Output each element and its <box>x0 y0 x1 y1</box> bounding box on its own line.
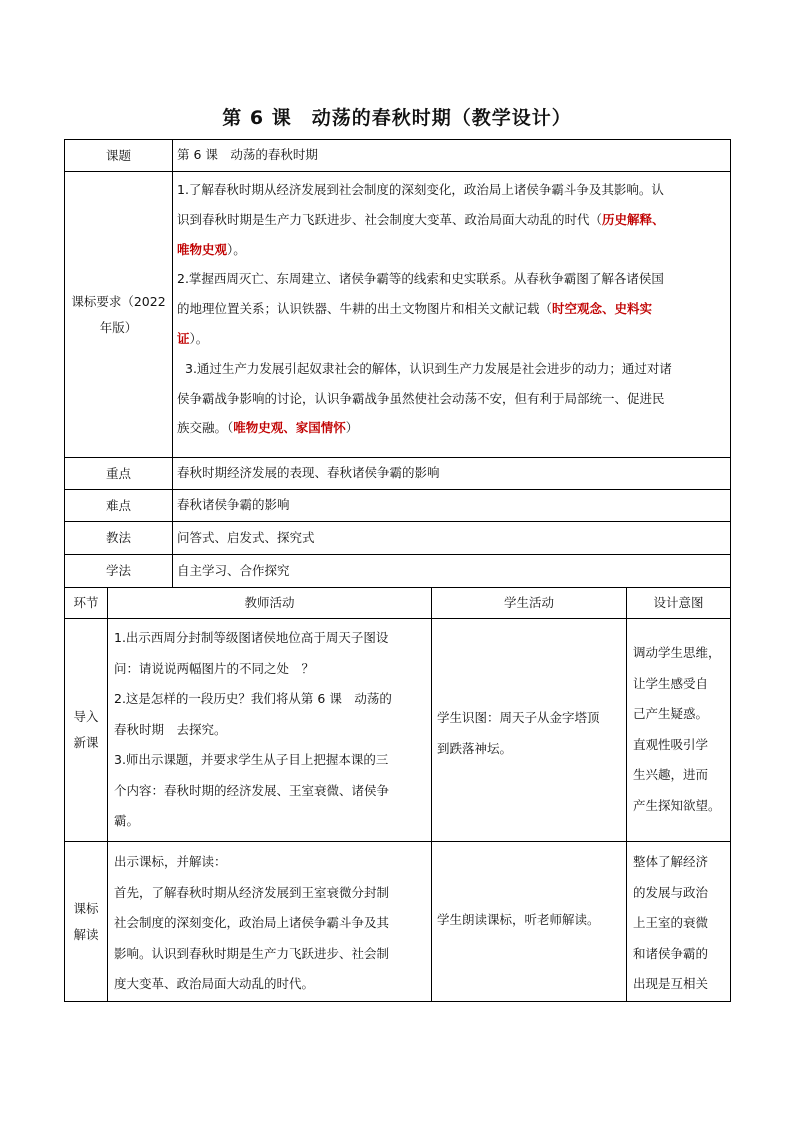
key-points-value: 春秋时期经济发展的表现、春秋诸侯争霸的影响 <box>177 465 440 480</box>
intro-stage-line2: 新课 <box>73 735 99 750</box>
reading-student <box>437 908 623 932</box>
standards-p3-line2: 侯争霸战争影响的讨论，认识争霸战争虽然使社会动荡不安，但有利于局部统一、促进民 <box>177 390 665 406</box>
intro-stage-line1: 导入 <box>73 709 99 724</box>
standards-p2-line1: 2.掌握西周灭亡、东周建立、诸侯争霸等的线索和史实联系。从春秋争霸图了解各诸侯国 <box>177 271 664 287</box>
standards-p2-end: ）。 <box>189 330 209 346</box>
document-title: 第 6 课 动荡的春秋时期（教学设计） <box>222 107 572 129</box>
intro-intent-line: 调动学生思维， <box>633 645 721 660</box>
intro-teacher-line: 个内容：春秋时期的经济发展、王室衰微、诸侯争 <box>114 782 390 798</box>
intro-student-line: 到跌落神坛。 <box>437 741 513 756</box>
teaching-method-value: 问答式、启发式、探究式 <box>177 530 315 545</box>
intro-teacher-line: 2.这是怎样的一段历史？我们将从第 6 课 动荡的 <box>114 691 392 706</box>
teaching-method-label: 教法 <box>105 530 131 545</box>
intro-teacher-line: 1.出示西周分封制等级图诸侯地位高于周天子图设 <box>114 630 389 645</box>
standards-label <box>65 172 172 457</box>
difficulty-label: 难点 <box>105 497 131 513</box>
topic-value: 第 6 课 动荡的春秋时期 <box>177 147 318 162</box>
reading-intent-line: 的发展与政治 <box>633 884 709 900</box>
process-column-divider <box>431 587 432 1002</box>
standards-p3-text: 族交融。（ <box>177 420 234 436</box>
reading-teacher-line: 度大变革、政治局面大动乱的时代。 <box>114 976 315 991</box>
intro-teacher-line: 3.师出示课题，并要求学生从子目上把握本课的三 <box>114 752 389 767</box>
intro-intent <box>633 638 729 821</box>
table-border-right <box>730 139 731 1002</box>
reading-teacher-line: 影响。认识到春秋时期是生产力飞跃进步、社会制 <box>114 945 390 961</box>
reading-teacher <box>114 847 428 1000</box>
reading-teacher-line: 首先，了解春秋时期从经济发展到王室衰微分封制 <box>114 884 390 900</box>
reading-intent-line: 和诸侯争霸的 <box>633 945 709 961</box>
reading-intent <box>633 847 729 1000</box>
intro-teacher-line: 霸。 <box>114 813 140 828</box>
intro-intent-line: 己产生疑惑。 <box>633 706 709 721</box>
intro-intent-line: 生兴趣，进而 <box>633 767 709 782</box>
intro-teacher <box>114 623 428 837</box>
competency-tag: 证 <box>177 330 190 346</box>
reading-intent-line: 出现是互相关 <box>633 976 709 991</box>
topic-label: 课题 <box>105 147 131 163</box>
reading-intent-line: 整体了解经济 <box>633 854 709 869</box>
key-points-label: 重点 <box>105 465 131 481</box>
header-teacher: 教师活动 <box>244 595 295 610</box>
row-divider <box>64 618 731 619</box>
process-column-divider <box>626 587 627 1002</box>
reading-stage <box>65 842 107 1001</box>
intro-intent-line: 让学生感受自 <box>633 675 709 691</box>
header-stage: 环节 <box>73 595 99 610</box>
header-student: 学生活动 <box>503 595 554 610</box>
intro-teacher-line: 春秋时期 去探究。 <box>114 721 227 737</box>
reading-teacher-line: 出示课标，并解读： <box>114 854 227 869</box>
reading-stage-line2: 解读 <box>73 926 99 942</box>
intro-intent-line: 直观性吸引学 <box>633 736 709 752</box>
row-divider <box>64 841 731 842</box>
standards-content <box>177 175 729 443</box>
standards-p3-line3 <box>177 413 729 443</box>
standards-p1-end: ）。 <box>227 241 246 257</box>
difficulty-value: 春秋诸侯争霸的影响 <box>177 497 290 512</box>
intro-student-line: 学生识图：周天子从金字塔顶 <box>437 710 600 725</box>
competency-tag: 历史解释、 <box>602 211 665 227</box>
standards-p1-line1: 1.了解春秋时期从经济发展到社会制度的深刻变化，政治局上诸侯争霸斗争及其影响。认 <box>177 182 664 197</box>
standards-p1-line3 <box>177 235 729 265</box>
standards-p1-line2 <box>177 205 729 235</box>
standards-label-line2: 年版） <box>99 319 138 335</box>
standards-p2-text: 的地理位置关系；认识铁器、牛耕的出土文物图片和相关文献记载（ <box>177 301 553 317</box>
standards-label-line1: 课标要求（2022 <box>71 293 166 309</box>
process-column-divider <box>107 587 108 1002</box>
standards-p2-line2 <box>177 294 729 324</box>
competency-tag: 唯物史观、家国情怀 <box>233 420 346 436</box>
learning-method-value: 自主学习、合作探究 <box>177 563 290 578</box>
reading-intent-line: 上王室的衰微 <box>633 915 709 930</box>
competency-tag: 时空观念、史料实 <box>552 301 653 317</box>
learning-method-label: 学法 <box>105 563 131 578</box>
reading-stage-line1: 课标 <box>73 900 99 916</box>
header-intent: 设计意图 <box>653 595 704 610</box>
intro-stage <box>65 619 107 841</box>
standards-p1-text: 识到春秋时期是生产力飞跃进步、社会制度大变革、政治局面大动乱的时代（ <box>177 211 603 227</box>
info-column-divider <box>172 139 173 587</box>
reading-teacher-line: 社会制度的深刻变化，政治局上诸侯争霸斗争及其 <box>114 915 390 930</box>
intro-student <box>437 702 623 764</box>
standards-p2-line3 <box>177 324 729 354</box>
standards-p3-end: ） <box>345 420 359 436</box>
reading-student-line: 学生朗读课标，听老师解读。 <box>437 912 600 927</box>
table-border-bottom <box>64 1001 731 1002</box>
intro-teacher-line: 问：请说说两幅图片的不同之处 ？ <box>114 660 315 676</box>
intro-intent-line: 产生探知欲望。 <box>633 797 721 813</box>
standards-p3-line1: 3.通过生产力发展引起奴隶社会的解体，认识到生产力发展是社会进步的动力；通过对诸 <box>185 360 672 376</box>
competency-tag: 唯物史观 <box>177 241 228 257</box>
